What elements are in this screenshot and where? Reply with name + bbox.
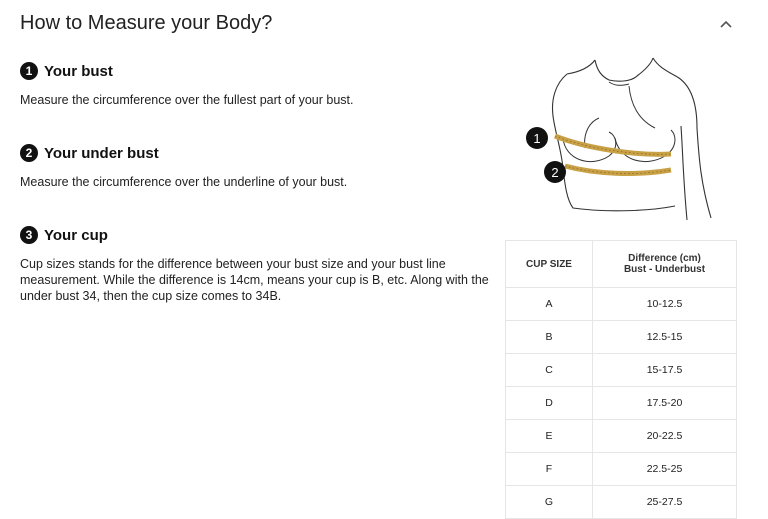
cup-cell: F <box>506 453 593 486</box>
chevron-up-icon[interactable] <box>716 14 736 34</box>
section-title: Your cup <box>44 226 108 244</box>
cup-cell: A <box>506 288 593 321</box>
step-number-badge: 1 <box>20 62 38 80</box>
table-row <box>506 420 737 453</box>
marker-2-label: 2 <box>551 165 559 180</box>
section-bust <box>20 62 500 108</box>
table-row <box>506 387 737 420</box>
cup-cell: G <box>506 486 593 519</box>
diff-cell: 25-27.5 <box>593 486 737 519</box>
cup-cell: E <box>506 420 593 453</box>
cup-cell: C <box>506 354 593 387</box>
table-row <box>506 453 737 486</box>
marker-1-label: 1 <box>533 131 541 146</box>
table-row <box>506 288 737 321</box>
diff-cell: 15-17.5 <box>593 354 737 387</box>
diff-cell: 10-12.5 <box>593 288 737 321</box>
table-header-row <box>506 241 737 288</box>
step-number-badge: 2 <box>20 144 38 162</box>
diff-cell: 17.5-20 <box>593 387 737 420</box>
diff-cell: 22.5-25 <box>593 453 737 486</box>
diff-cell: 20-22.5 <box>593 420 737 453</box>
cup-size-table <box>505 240 737 519</box>
col-header-difference-line1: Difference (cm) <box>628 253 701 264</box>
section-under-bust <box>20 144 500 190</box>
col-header-difference <box>593 241 737 288</box>
table-row <box>506 486 737 519</box>
section-title: Your under bust <box>44 144 159 162</box>
col-header-difference-line2: Bust - Underbust <box>623 264 706 275</box>
cup-cell: D <box>506 387 593 420</box>
page-title: How to Measure your Body? <box>20 12 273 34</box>
table-row <box>506 321 737 354</box>
section-description: Cup sizes stands for the difference between your bust size and your bust line measurement. While the difference is 14cm, means your cup is B, etc. Along with the under bust 34, then the cup size comes to 34B. <box>20 257 489 303</box>
diff-cell: 12.5-15 <box>593 321 737 354</box>
col-header-cup-size: CUP SIZE <box>506 241 593 288</box>
bust-measurement-illustration <box>505 56 737 224</box>
cup-cell: B <box>506 321 593 354</box>
measure-guide-header[interactable] <box>20 10 748 40</box>
section-title: Your bust <box>44 62 113 80</box>
section-cup <box>20 226 490 304</box>
table-row <box>506 354 737 387</box>
section-description: Measure the circumference over the fullest part of your bust. <box>20 93 354 107</box>
section-description: Measure the circumference over the underline of your bust. <box>20 175 348 189</box>
step-number-badge: 3 <box>20 226 38 244</box>
